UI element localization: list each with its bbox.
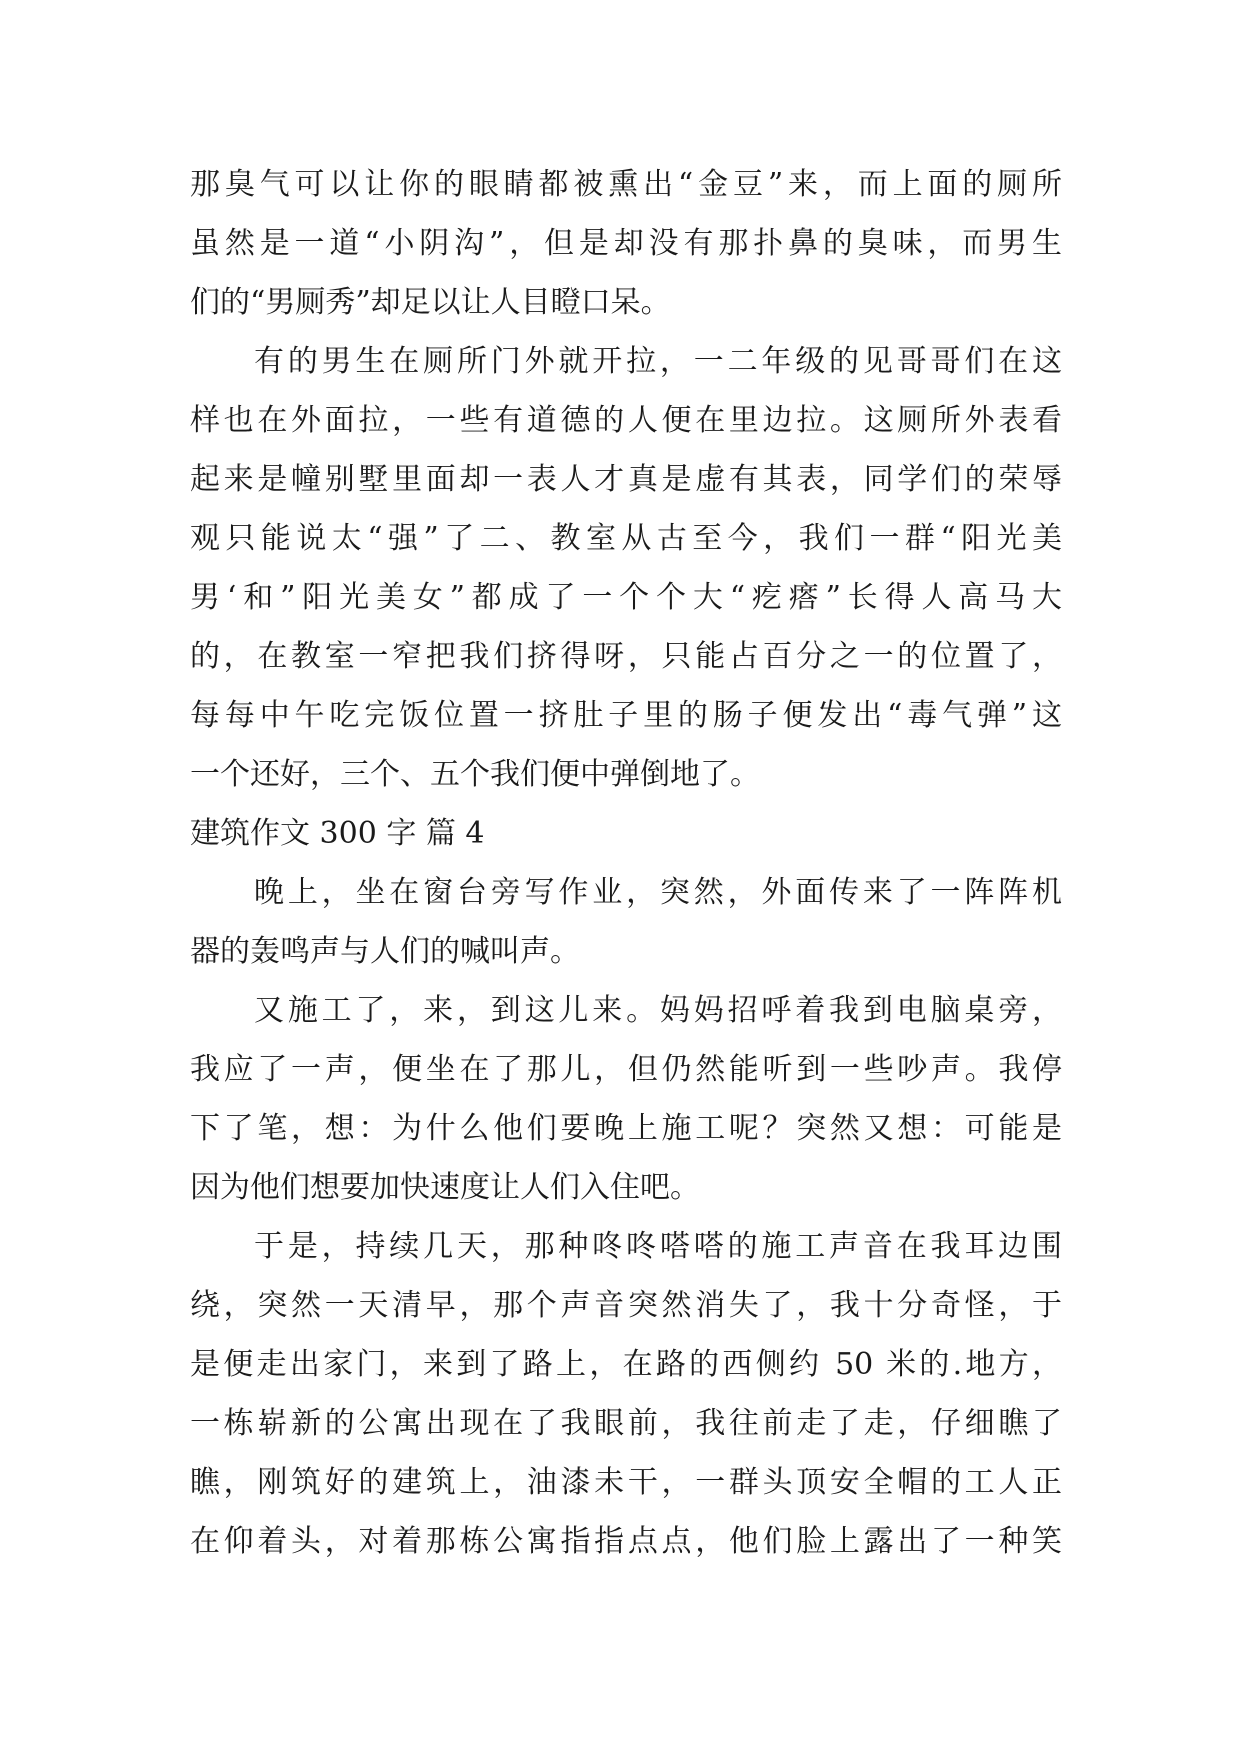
text-line: 晚上，坐在窗台旁写作业，突然，外面传来了一阵阵机 [254,875,1062,910]
text-line: 一个还好，三个、五个我们便中弹倒地了。 [190,757,760,792]
text-line: 起来是幢别墅里面却一表人才真是虚有其表，同学们的荣辱 [190,462,1062,497]
paragraph-1 [190,155,1062,332]
text-line: 我应了一声，便坐在了那儿，但仍然能听到一些吵声。我停 [190,1052,1062,1087]
text-line: 有的男生在厕所门外就开拉，一二年级的见哥哥们在这 [254,344,1062,379]
section-heading: 建筑作文 300 字 篇 4 [190,816,485,851]
text-line: 绕，突然一天清早，那个声音突然消失了，我十分奇怪，于 [190,1288,1062,1323]
text-line: 在仰着头，对着那栋公寓指指点点，他们脸上露出了一种笑 [190,1524,1062,1559]
text-line: 下了笔，想：为什么他们要晚上施工呢？突然又想：可能是 [190,1111,1062,1146]
text-line: 们的“男厕秀”却足以让人目瞪口呆。 [190,285,671,320]
text-line: 的，在教室一窄把我们挤得呀，只能占百分之一的位置了， [190,639,1062,674]
text-line: 男‘和”阳光美女”都成了一个个大“疙瘩”长得人高马大 [190,580,1062,615]
text-line: 于是，持续几天，那种咚咚嗒嗒的施工声音在我耳边围 [254,1229,1062,1264]
text-line: 一栋崭新的公寓出现在了我眼前，我往前走了走，仔细瞧了 [190,1406,1062,1441]
text-line: 那臭气可以让你的眼睛都被熏出“金豆”来，而上面的厕所 [190,167,1062,202]
text-line: 观只能说太“强”了二、教室从古至今，我们一群“阳光美 [190,521,1062,556]
text-line: 器的轰鸣声与人们的喊叫声。 [190,934,580,969]
document-body [190,155,1062,1571]
text-line: 是便走出家门，来到了路上，在路的西侧约 50 米的.地方， [190,1347,1062,1382]
text-line: 瞧，刚筑好的建筑上，油漆未干，一群头顶安全帽的工人正 [190,1465,1062,1500]
text-line: 每每中午吃完饭位置一挤肚子里的肠子便发出“毒气弹”这 [190,698,1062,733]
paragraph-5 [190,1217,1062,1571]
paragraph-3 [190,863,1062,981]
paragraph-2 [190,332,1062,804]
text-line: 因为他们想要加快速度让人们入住吧。 [190,1170,700,1205]
text-line: 虽然是一道“小阴沟”，但是却没有那扑鼻的臭味，而男生 [190,226,1062,261]
text-line: 又施工了，来，到这儿来。妈妈招呼着我到电脑桌旁， [254,993,1062,1028]
paragraph-4 [190,981,1062,1217]
text-line: 样也在外面拉，一些有道德的人便在里边拉。这厕所外表看 [190,403,1062,438]
